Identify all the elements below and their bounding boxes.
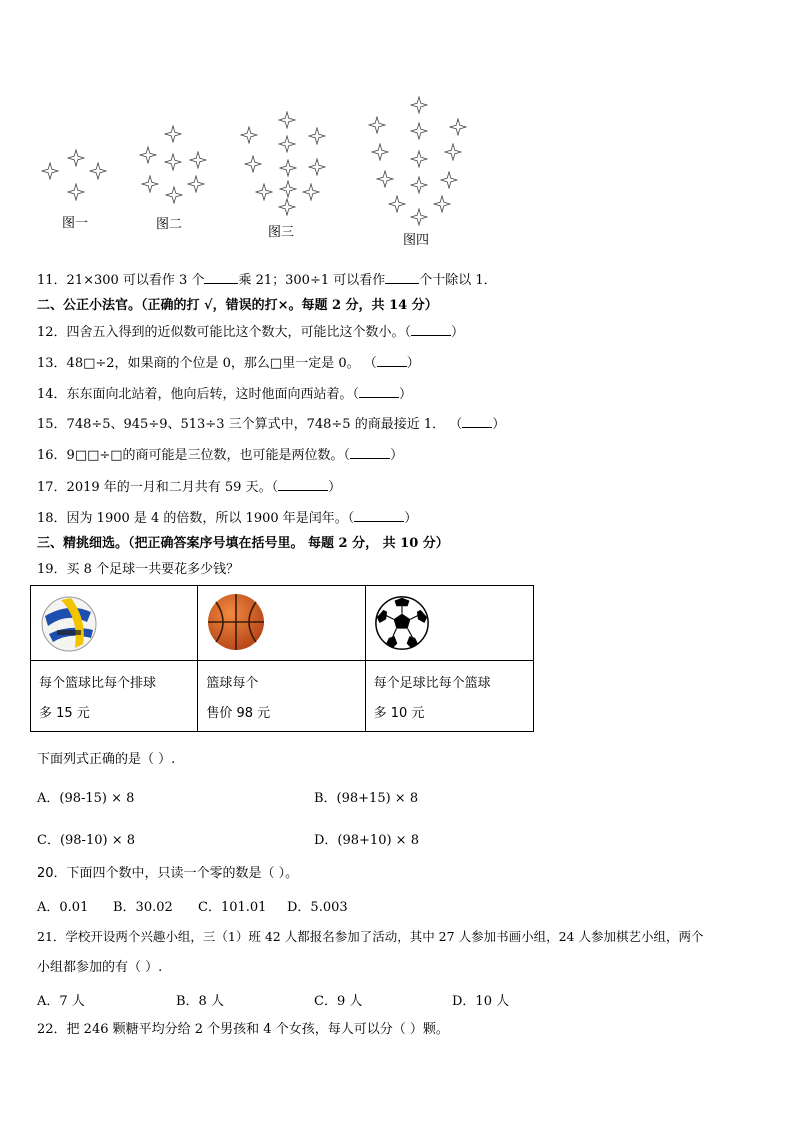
star-icon — [42, 163, 58, 179]
question-19-prompt: 下面列式正确的是（ ）. — [37, 752, 176, 767]
q11-part-b: 乘 21；300÷1 可以看作 — [238, 273, 386, 288]
figure-2-stars — [140, 126, 206, 203]
star-icon — [188, 176, 204, 192]
volleyball-text-cell — [31, 661, 198, 732]
question-21-line-2: 小组都参加的有（ ）. — [37, 960, 163, 975]
q13-text: 13．48□÷2，如果商的个位是 0，那么□里一定是 0。 （ — [37, 356, 377, 371]
close-paren: ） — [492, 417, 506, 432]
star-icon — [165, 126, 181, 142]
star-icon — [372, 144, 388, 160]
star-icon — [411, 97, 427, 113]
question-11 — [37, 271, 497, 290]
star-icon — [241, 127, 257, 143]
star-icon — [411, 177, 427, 193]
soccer-ball-icon — [374, 595, 430, 651]
figure-label-4: 图四 — [403, 233, 430, 248]
star-icon — [166, 187, 182, 203]
figure-label-3: 图三 — [268, 225, 295, 240]
question-18 — [37, 509, 417, 528]
figure-1-stars — [42, 150, 106, 200]
volleyball-cell — [31, 586, 198, 661]
question-14 — [37, 385, 412, 404]
q17-text: 17．2019 年的一月和二月共有 59 天。（ — [37, 480, 279, 495]
answer-blank[interactable] — [354, 509, 404, 522]
q14-text: 14．东东面向北站着，他向后转，这时他面向西站着。（ — [37, 387, 360, 402]
q20-option-a[interactable]: A．0.01 — [37, 900, 89, 915]
basketball-icon — [206, 592, 266, 652]
star-icon — [309, 159, 325, 175]
q20-option-d[interactable]: D．5.003 — [287, 900, 348, 915]
basketball-cell — [198, 586, 365, 661]
question-13 — [37, 354, 420, 373]
football-cell — [365, 586, 533, 661]
volleyball-icon — [39, 594, 99, 654]
close-paren: ） — [328, 480, 342, 495]
question-19: 19．买 8 个足球一共要花多少钱？ — [37, 562, 240, 577]
star-icon — [411, 209, 427, 225]
question-21-line-1: 21．学校开设两个兴趣小组，三（1）班 42 人都报名参加了活动，其中 27 人参加书画小组，24 人参加棋艺小组，两个 — [37, 929, 704, 944]
close-paren: ） — [451, 325, 465, 340]
star-icon — [279, 136, 295, 152]
basketball-text-cell — [198, 661, 365, 732]
q21-option-a[interactable]: A．7 人 — [37, 994, 85, 1009]
q19-option-a[interactable]: A．(98-15) × 8 — [37, 791, 135, 806]
answer-blank[interactable] — [278, 478, 328, 491]
question-16 — [37, 446, 403, 465]
q18-text: 18．因为 1900 是 4 的倍数，所以 1900 年是闰年。（ — [37, 511, 355, 526]
q11-part-c: 个十除以 1． — [419, 273, 497, 288]
answer-blank[interactable] — [359, 385, 399, 398]
star-figures — [0, 0, 794, 250]
answer-blank[interactable] — [350, 446, 390, 459]
star-icon — [411, 123, 427, 139]
q12-text: 12．四舍五入得到的近似数可能比这个数大，可能比这个数小。（ — [37, 325, 412, 340]
q19-option-c[interactable]: C．(98-10) × 8 — [37, 833, 135, 848]
price-table — [30, 585, 534, 732]
section-2-heading: 二、公正小法官。（正确的打 √，错误的打×。每题 2 分，共 14 分） — [37, 298, 438, 313]
close-paren: ） — [404, 511, 418, 526]
star-icon — [441, 172, 457, 188]
q16-text: 16．9□□÷□的商可能是三位数，也可能是两位数。（ — [37, 448, 351, 463]
star-icon — [68, 184, 84, 200]
q21-option-b[interactable]: B．8 人 — [176, 994, 224, 1009]
cell-text: 每个篮球比每个排球 — [39, 676, 157, 691]
question-12 — [37, 323, 464, 342]
star-icon — [450, 119, 466, 135]
star-icon — [68, 150, 84, 166]
section-3-heading: 三、精挑细选。（把正确答案序号填在括号里。 每题 2 分， 共 10 分） — [37, 536, 449, 551]
star-icon — [369, 117, 385, 133]
q19-option-d[interactable]: D．(98+10) × 8 — [314, 833, 419, 848]
star-icon — [377, 171, 393, 187]
answer-blank[interactable] — [385, 271, 419, 284]
q20-option-b[interactable]: B．30.02 — [113, 900, 173, 915]
figure-label-2: 图二 — [156, 217, 183, 232]
star-icon — [434, 196, 450, 212]
q21-option-c[interactable]: C．9 人 — [314, 994, 363, 1009]
cell-text: 每个足球比每个篮球 — [373, 676, 491, 691]
star-icon — [389, 196, 405, 212]
close-paren: ） — [406, 356, 420, 371]
star-icon — [140, 147, 156, 163]
star-icon — [445, 144, 461, 160]
figure-label-1: 图一 — [62, 216, 89, 231]
cell-text: 售价 98 元 — [206, 706, 271, 721]
question-15 — [37, 415, 505, 434]
star-icon — [411, 151, 427, 167]
star-icon — [280, 181, 296, 197]
answer-blank[interactable] — [411, 323, 451, 336]
q11-part-a: 11．21×300 可以看作 3 个 — [37, 273, 205, 288]
star-icon — [303, 184, 319, 200]
star-icon — [190, 152, 206, 168]
star-icon — [279, 199, 295, 215]
football-text-cell — [365, 661, 533, 732]
close-paren: ） — [399, 387, 413, 402]
star-icon — [279, 112, 295, 128]
star-icon — [256, 184, 272, 200]
star-icon — [165, 154, 181, 170]
star-icon — [280, 160, 296, 176]
cell-text: 多 15 元 — [39, 706, 90, 721]
answer-blank[interactable] — [377, 354, 407, 367]
q21-option-d[interactable]: D．10 人 — [452, 994, 510, 1009]
star-icon — [245, 156, 261, 172]
q19-option-b[interactable]: B．(98+15) × 8 — [314, 791, 419, 806]
question-20: 20．下面四个数中，只读一个零的数是（ ）。 — [37, 866, 299, 881]
question-17 — [37, 478, 341, 497]
cell-text: 多 10 元 — [373, 706, 425, 721]
star-icon — [142, 176, 158, 192]
q20-option-c[interactable]: C．101.01 — [198, 900, 267, 915]
star-icon — [90, 163, 106, 179]
answer-blank[interactable] — [204, 271, 238, 284]
question-22: 22．把 246 颗糖平均分给 2 个男孩和 4 个女孩，每人可以分（ ）颗。 — [37, 1022, 449, 1037]
q15-text: 15．748÷5、945÷9、513÷3 三个算式中，748÷5 的商最接近 1． （ — [37, 417, 463, 432]
answer-blank[interactable] — [462, 415, 492, 428]
star-icon — [309, 128, 325, 144]
cell-text: 篮球每个 — [206, 676, 259, 691]
close-paren: ） — [390, 448, 404, 463]
figure-4-stars — [369, 97, 466, 225]
figure-3-stars — [241, 112, 325, 215]
